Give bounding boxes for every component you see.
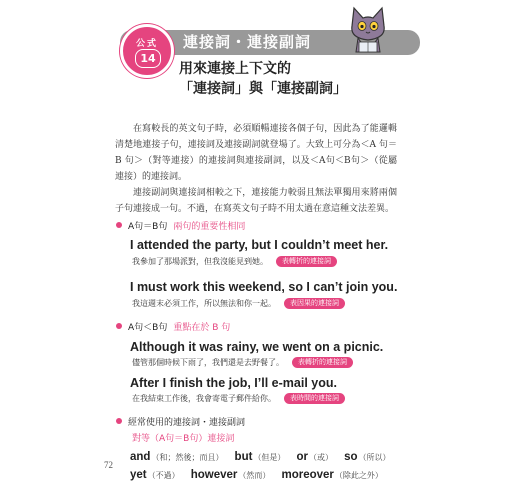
section-label: A句＝B句 [128, 222, 168, 232]
grammar-tag: 表時間的連接詞 [284, 393, 345, 404]
subtitle-line-2: 「連接詞」與「連接副詞」 [179, 81, 347, 97]
example-translation [132, 357, 353, 369]
grammar-tag: 表因果的連接詞 [284, 298, 345, 309]
conjunction-gloss: （所以） [358, 453, 391, 462]
conjunction-gloss: （除此之外） [334, 471, 383, 480]
bullet-dot-icon [116, 222, 122, 228]
cat-icon [344, 4, 392, 56]
page-number: 72 [104, 460, 113, 470]
conjunction-word: however [190, 469, 238, 481]
example-sentence: Although it was rainy, we went on a picnic. [130, 340, 384, 354]
conjunction-word: so [344, 451, 358, 463]
conjunction-gloss: （不過） [147, 471, 180, 480]
section-label: 經常使用的連接詞・連接副詞 [128, 418, 246, 428]
translation-text: 我這週末必須工作，所以無法和你一起。 [132, 299, 276, 308]
example-translation [132, 393, 345, 405]
example-translation [132, 256, 337, 268]
conjunction-sublabel: 對等（A句＝B句）連接詞 [132, 434, 235, 444]
section-highlight: 兩句的重要性相同 [173, 222, 246, 232]
conjunction-word: but [234, 451, 253, 463]
grammar-tag: 表轉折的連接詞 [276, 256, 337, 267]
subtitle [179, 59, 347, 99]
formula-badge [120, 24, 174, 78]
conjunction-gloss: （但是） [253, 453, 286, 462]
conjunction-gloss: （或） [309, 453, 334, 462]
example-translation [132, 298, 345, 310]
translation-text: 儘管那個時候下雨了，我們還是去野餐了。 [132, 358, 284, 367]
paragraph-2: 連接副詞與連接詞相較之下，連接能力較弱且無法單獨用來將兩個子句連接成一句。不過，在寫英文句子時不用太過在意這種文法差異。 [115, 188, 397, 214]
conjunction-word: or [296, 451, 309, 463]
section-label: A句＜B句 [128, 323, 168, 333]
conjunction-row-1 [130, 447, 397, 465]
example-sentence: After I finish the job, I’ll e-mail you. [130, 376, 337, 390]
conjunction-gloss: （然而） [238, 471, 271, 480]
bullet-dot-icon [116, 418, 122, 424]
section-heading-2 [116, 322, 230, 334]
section-highlight: 重點在於 B 句 [173, 323, 231, 333]
subtitle-line-1: 用來連接上下文的 [179, 61, 291, 77]
paragraph-1: 在寫較長的英文句子時，必須順暢連接各個子句，因此為了能邏輯清楚地連接子句，連接詞及連接副詞就登場了。大致上可分為＜A 句＝B 句＞（對等連接）的連接詞與連接副詞，以及＜A句＜B句＞（從屬連接）的連接詞。 [115, 124, 397, 182]
section-heading-3 [116, 417, 245, 429]
badge-label: 公式 [135, 39, 158, 49]
translation-text: 在我結束工作後，我會寄電子郵件給你。 [132, 394, 276, 403]
example-sentence: I attended the party, but I couldn’t meet her. [130, 238, 389, 252]
example-sentence: I must work this weekend, so I can’t join you. [130, 280, 398, 294]
conjunction-word: and [130, 451, 151, 463]
conjunction-gloss: （和；然後；而且） [151, 453, 224, 462]
conjunction-word: moreover [281, 469, 334, 481]
translation-text: 我參加了那場派對，但我沒能見到她。 [132, 257, 268, 266]
conjunction-word: yet [130, 469, 147, 481]
badge-number: 14 [135, 49, 161, 68]
conjunction-row-2 [130, 465, 389, 483]
bullet-dot-icon [116, 323, 122, 329]
section-heading-1 [116, 221, 245, 233]
chapter-title: 連接詞・連接副詞 [183, 33, 312, 51]
grammar-tag: 表轉折的連接詞 [292, 357, 353, 368]
